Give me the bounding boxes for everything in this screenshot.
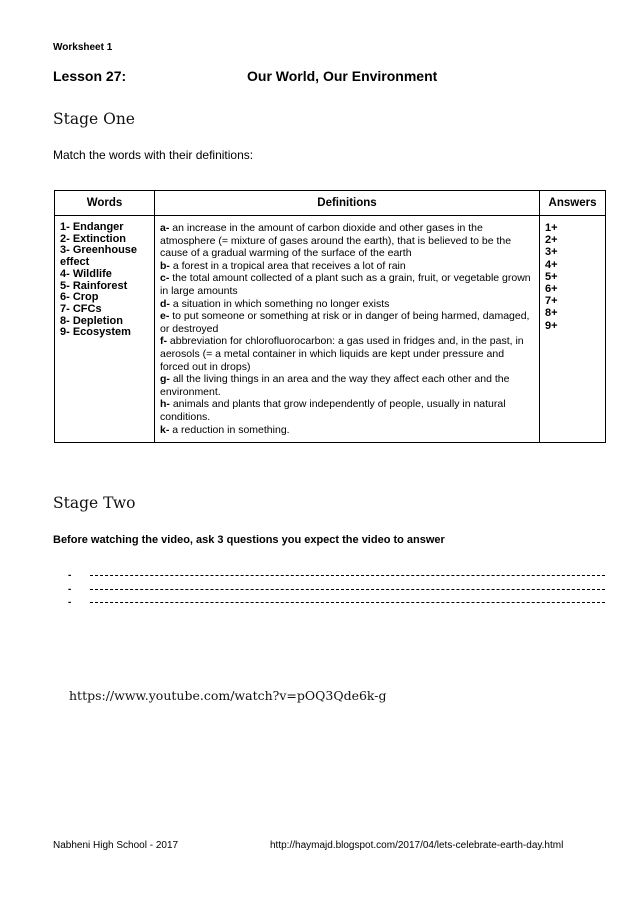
definitions-cell — [155, 216, 540, 443]
word-item: 4- Wildlife — [60, 267, 112, 280]
definition-item — [160, 272, 535, 297]
vocabulary-table — [54, 190, 606, 443]
question-line[interactable] — [68, 583, 605, 597]
definition-item — [160, 398, 535, 423]
answer-slot[interactable]: 2+ — [545, 234, 558, 247]
definition-letter: c- — [160, 272, 170, 285]
table-row — [55, 216, 606, 443]
lesson-title: Our World, Our Environment — [247, 68, 438, 84]
definition-text: animals and plants that grow independently of people, usually in natural conditions. — [160, 398, 506, 423]
definition-item — [160, 373, 535, 398]
question-lines — [68, 569, 605, 610]
word-item: 1- Endanger — [60, 221, 124, 233]
definition-text: a reduction in something. — [169, 423, 290, 436]
header-words: Words — [55, 191, 155, 216]
definition-letter: f- — [160, 335, 167, 348]
word-item: 8- Depletion — [60, 314, 123, 327]
definition-text: a situation in which something no longer exists — [169, 297, 390, 310]
definition-item — [160, 260, 535, 273]
answer-slot[interactable]: 9+ — [545, 319, 558, 332]
word-item: 2- Extinction — [60, 232, 127, 245]
stage-two-heading: Stage Two — [53, 494, 136, 512]
definition-text: all the living things in an area and the way they affect each other and the environment. — [160, 373, 510, 398]
answer-dashed-line — [90, 602, 605, 603]
definition-text: the total amount collected of a plant such as a grain, fruit, or vegetable grown in large amounts — [160, 272, 531, 297]
bullet-dash: - — [68, 570, 72, 581]
word-item: 7- CFCs — [60, 302, 102, 315]
words-cell — [55, 216, 155, 443]
table-header-row — [55, 191, 606, 216]
header-definitions: Definitions — [155, 191, 540, 216]
video-link[interactable]: https://www.youtube.com/watch?v=pOQ3Qde6k-g — [69, 688, 387, 703]
question-line[interactable] — [68, 596, 605, 610]
question-line[interactable] — [68, 569, 605, 583]
definition-text: to put someone or something at risk or in danger of being harmed, damaged, or destroyed — [160, 310, 530, 335]
definition-item — [160, 335, 535, 373]
header-answers: Answers — [540, 191, 606, 216]
definition-letter: k- — [160, 423, 170, 436]
answer-dashed-line — [90, 575, 605, 576]
stage-one-heading: Stage One — [53, 110, 135, 128]
definition-letter: g- — [160, 373, 170, 386]
definition-item — [160, 424, 535, 437]
definition-text: a forest in a tropical area that receives a lot of rain — [169, 259, 406, 272]
definition-letter: e- — [160, 310, 170, 323]
definition-letter: d- — [160, 297, 170, 310]
answers-cell[interactable] — [540, 216, 606, 443]
definition-letter: h- — [160, 398, 170, 411]
bullet-dash: - — [68, 597, 72, 608]
definition-item — [160, 222, 535, 260]
bullet-dash: - — [68, 583, 72, 595]
answer-slot[interactable]: 7+ — [545, 295, 558, 308]
word-item: 9- Ecosystem — [60, 326, 131, 339]
lesson-number: Lesson 27: — [53, 68, 127, 84]
answer-slot[interactable]: 3+ — [545, 246, 558, 259]
definition-item — [160, 298, 535, 311]
answer-slot[interactable]: 5+ — [545, 270, 558, 283]
answer-slot[interactable]: 1+ — [545, 222, 558, 234]
definition-text: abbreviation for chlorofluorocarbon: a gas used in fridges and, in the past, in aerosols (= a metal container in which liquids are kept under pressure and forced out in drops) — [160, 335, 524, 373]
definition-letter: b- — [160, 259, 170, 272]
word-item: 6- Crop — [60, 291, 99, 304]
definition-letter: a- — [160, 222, 170, 234]
word-item: 5- Rainforest — [60, 279, 128, 292]
footer-school: Nabheni High School - 2017 — [53, 840, 179, 851]
answer-slot[interactable]: 4+ — [545, 258, 558, 271]
word-item: 3- Greenhouse effect — [60, 244, 138, 269]
answer-slot[interactable]: 6+ — [545, 283, 558, 296]
stage-one-instruction: Match the words with their definitions: — [53, 148, 254, 162]
answer-dashed-line — [90, 589, 605, 590]
definition-item — [160, 310, 535, 335]
footer-source-link[interactable]: http://haymajd.blogspot.com/2017/04/lets-celebrate-earth-day.html — [270, 840, 564, 851]
worksheet-label: Worksheet 1 — [53, 42, 113, 53]
answer-slot[interactable]: 8+ — [545, 307, 558, 320]
definition-text: an increase in the amount of carbon dioxide and other gases in the atmosphere (= mixture of gases around the earth), that is believed to be the cause of a gradual warming of the surface of the earth — [160, 222, 512, 260]
stage-two-instruction: Before watching the video, ask 3 questions you expect the video to answer — [53, 534, 445, 546]
